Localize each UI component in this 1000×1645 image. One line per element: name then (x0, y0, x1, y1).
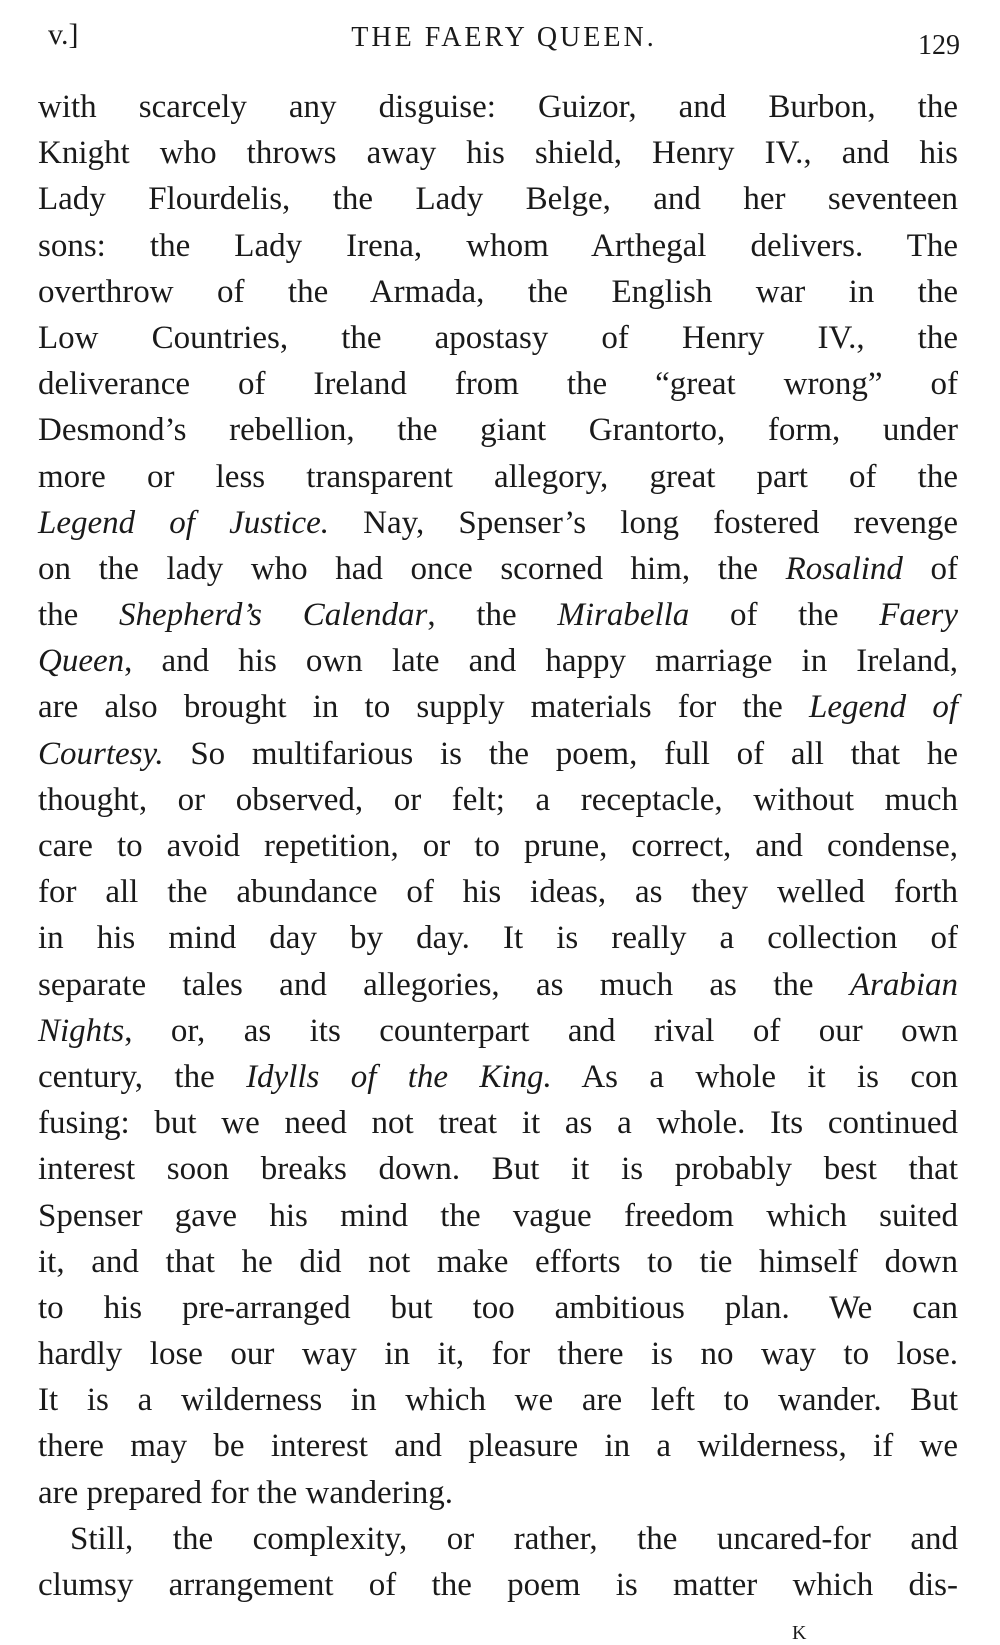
text-run: in his mind day by day. It is really a collection of (38, 920, 958, 957)
text-run: Still, the complexity, or rather, the uncared-for and (70, 1520, 958, 1557)
text-run: on the lady who had once scorned him, the (38, 550, 786, 587)
text-line (38, 592, 958, 638)
italic-title: Queen (38, 643, 125, 680)
text-line (38, 1470, 958, 1516)
text-run: of the (689, 597, 880, 634)
text-run: Nay, Spenser’s long fostered revenge (329, 504, 959, 541)
text-run: clumsy arrangement of the poem is matter which dis- (38, 1567, 958, 1603)
text-run: Lady Flourdelis, the Lady Belge, and her seventeen (38, 181, 958, 218)
signature-mark: K (792, 1622, 807, 1644)
italic-title: Arabian (849, 966, 958, 1003)
text-run: overthrow of the Armada, the English war in the (38, 273, 958, 310)
text-line (38, 1377, 958, 1423)
text-line (38, 915, 958, 961)
text-run: the (38, 597, 120, 634)
text-line (38, 1423, 958, 1469)
text-run: it, and that he did not make efforts to tie himself down (38, 1243, 958, 1280)
text-line (38, 361, 958, 407)
running-head (48, 18, 960, 61)
text-line (38, 1516, 958, 1562)
text-line (38, 500, 958, 546)
text-line (38, 1146, 958, 1192)
text-line (38, 823, 958, 869)
text-run: Spenser gave his mind the vague freedom which suited (38, 1197, 958, 1234)
text-line (38, 962, 958, 1008)
page-number: 129 (918, 30, 960, 61)
body-text (38, 84, 958, 1608)
text-run: interest soon breaks down. But it is probably best that (38, 1151, 958, 1188)
text-run: Desmond’s rebellion, the giant Grantorto, form, under (38, 412, 958, 449)
text-line (38, 777, 958, 823)
text-line (38, 269, 958, 315)
text-line (38, 454, 958, 500)
text-line (38, 684, 958, 730)
text-run: So multifarious is the poem, full of all that he (163, 735, 958, 772)
italic-title: Nights (38, 1012, 125, 1049)
text-line (38, 223, 958, 269)
text-run: of (902, 550, 958, 587)
italic-title: Idylls of the King. (246, 1058, 552, 1095)
italic-title: Courtesy. (38, 735, 164, 772)
text-run: , and his own late and happy marriage in Ireland, (124, 643, 958, 680)
text-run: As a whole it is con (551, 1058, 958, 1095)
text-run: for all the abundance of his ideas, as they welled forth (38, 874, 958, 911)
text-line (38, 315, 958, 361)
text-run: with scarcely any disguise: Guizor, and Burbon, the (38, 89, 958, 125)
text-run: are prepared for the wandering. (38, 1474, 454, 1511)
chapter-marker: v.] (48, 18, 79, 51)
italic-title: Legend of (808, 689, 958, 726)
text-line (38, 1054, 958, 1100)
text-line (38, 130, 958, 176)
text-line (38, 407, 958, 453)
italic-title: Legend of Justice. (38, 504, 330, 541)
text-line (38, 1331, 958, 1377)
text-line (38, 1239, 958, 1285)
text-line (38, 1285, 958, 1331)
text-line (38, 546, 958, 592)
text-line (38, 1562, 958, 1608)
text-line (38, 731, 958, 777)
text-line (38, 176, 958, 222)
text-run: to his pre-arranged but too ambitious plan. We can (38, 1289, 958, 1326)
text-run: are also brought in to supply materials for the (38, 689, 809, 726)
italic-title: Faery (879, 597, 958, 634)
text-run: Knight who throws away his shield, Henry IV., and his (38, 135, 958, 172)
text-run: , or, as its counterpart and rival of our own (124, 1012, 958, 1049)
text-run: more or less transparent allegory, great part of the (38, 458, 958, 495)
text-run: there may be interest and pleasure in a wilderness, if we (38, 1428, 958, 1465)
text-line (38, 1008, 958, 1054)
text-line (38, 84, 958, 130)
running-title: THE FAERY QUEEN. (351, 22, 657, 53)
text-line (38, 1100, 958, 1146)
text-run: , the (427, 597, 558, 634)
text-run: fusing: but we need not treat it as a whole. Its continued (38, 1105, 958, 1142)
text-line (38, 638, 958, 684)
text-line (38, 1193, 958, 1239)
text-run: deliverance of Ireland from the “great wrong” of (38, 366, 958, 403)
italic-title: Rosalind (785, 550, 903, 587)
text-run: sons: the Lady Irena, whom Arthegal delivers. The (38, 227, 958, 264)
text-run: century, the (38, 1058, 247, 1095)
text-run: hardly lose our way in it, for there is no way to lose. (38, 1336, 958, 1373)
text-run: It is a wilderness in which we are left to wander. But (38, 1382, 958, 1419)
text-run: thought, or observed, or felt; a receptacle, without much (38, 781, 958, 818)
italic-title: Shepherd’s Calendar (119, 597, 428, 634)
text-run: separate tales and allegories, as much as the (38, 966, 850, 1003)
italic-title: Mirabella (557, 597, 690, 634)
text-run: care to avoid repetition, or to prune, correct, and condense, (38, 828, 958, 864)
text-run: Low Countries, the apostasy of Henry IV., the (38, 319, 958, 356)
text-line (38, 869, 958, 915)
